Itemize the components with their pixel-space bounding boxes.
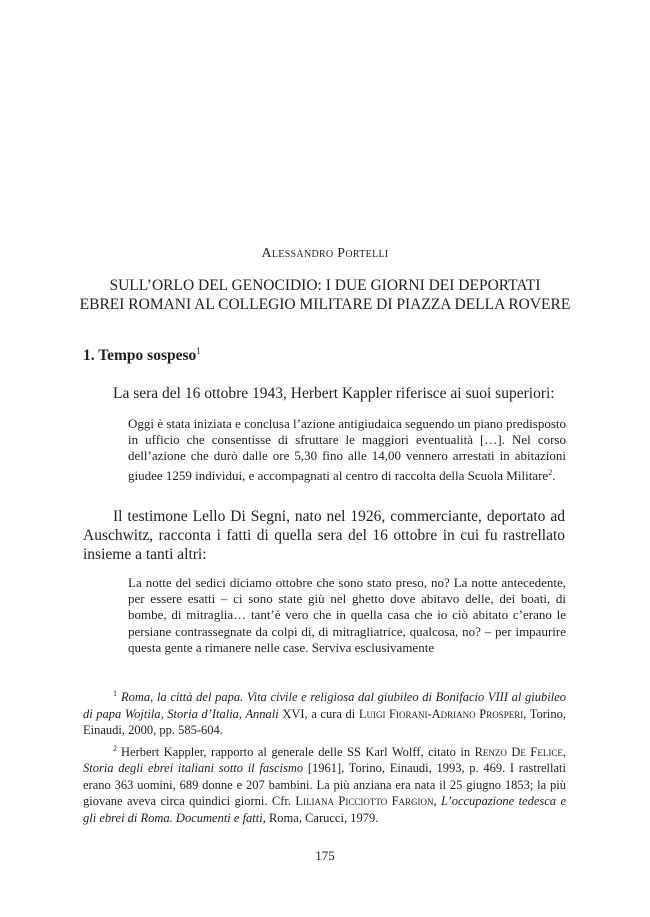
block-quote-2: La notte del sedici diciamo ottobre che sono stato preso, no? La notte antecedente, per essere esatti – ci sono state giù nel ghetto dove abitavo delle, dei boati, di bombe, di mitraglia… tant’è vero che in quella casa che io ciò abitato c’erano le persiane contrassegnate da colpi di, di mitragliatrice, qualcosa, no? – per impaurire questa gente a rimanere nelle case. Serviva esclusivamente: [128, 575, 566, 655]
footnote-ref-1: 1: [196, 346, 201, 356]
body-paragraph-1: La sera del 16 ottobre 1943, Herbert Kappler riferisce ai suoi superiori:: [113, 385, 555, 402]
footnote-2-part-e: , Roma, Carucci, 1979.: [262, 810, 379, 825]
quote-1-end: .: [552, 467, 556, 483]
footnote-1-editors: Luigi Fiorani-Adriano Prosperi: [358, 706, 524, 721]
footnote-1-mid: XVI, a cura di: [278, 706, 359, 721]
footnote-2-author: Renzo De Felice: [474, 744, 563, 759]
footnotes: [83, 686, 566, 828]
footnote-2-part-d: ,: [433, 794, 442, 808]
footnote-ref-2: 2: [548, 467, 553, 477]
quote-1-text: Oggi è stata iniziata e conclusa l’azione antigiudaica seguendo un piano predisposto in ufficio che consentisse di sfruttare le maggiori eventualità […]. Nel corso dell’azione che durò dalle ore 5,30 fino alle 14,00 vennero arrestati in abitazioni giudee 1259 individui, e accompagnati al centro di raccolta della Scuola Militare: [128, 416, 566, 483]
title-line-2: EBREI ROMANI AL COLLEGIO MILITARE DI PIAZZA DELLA ROVERE: [79, 296, 571, 313]
footnote-1: [83, 686, 566, 739]
title-line-1: SULL’ORLO DEL GENOCIDIO: I DUE GIORNI DEI DEPORTATI: [109, 277, 541, 294]
footnote-2-title-2: L’occupazione tedesca e gli ebrei di Roma. Documenti e fatti: [83, 794, 566, 825]
footnote-2-part-c: [1961], Torino, Einaudi, 1993, p. 469. I rastrellati erano 363 uomini, 689 donne e 207 bambini. La più anziana era nata il 25 giugno 1853; la più giovane aveva circa quindici giorni. Cfr.: [83, 761, 566, 808]
footnote-2-part-b: ,: [562, 744, 566, 759]
footnote-1-end: , Torino, Einaudi, 2000, pp. 585-604.: [83, 706, 566, 737]
footnote-2-part-a: Herbert Kappler, rapporto al generale delle SS Karl Wolff, citato in: [121, 744, 475, 759]
footnote-2-number: 2: [113, 743, 117, 753]
body-paragraph-2: Il testimone Lello Di Segni, nato nel 1926, commerciante, deportato ad Auschwitz, racconta i fatti di quella sera del 16 ottobre in cui fu rastrellato insieme a tanti altri:: [83, 508, 565, 563]
footnote-2-title: Storia degli ebrei italiani sotto il fascismo: [83, 761, 304, 775]
footnote-1-title: Roma, la città del papa. Vita civile e religiosa dal giubileo di Bonifacio VIII al giubileo di papa Wojtila: [83, 690, 566, 721]
section-heading: [83, 346, 201, 365]
block-quote-1: [128, 416, 566, 484]
footnote-1-sep: ,: [160, 706, 168, 721]
footnote-2: [83, 741, 566, 827]
page-number: 175: [315, 848, 335, 863]
footnote-2-author-2: Liliana Picciotto Fargion: [295, 794, 434, 808]
article-title: [60, 276, 590, 314]
footnote-1-series: Storia d’Italia, Annali: [167, 706, 279, 721]
footnote-1-number: 1: [113, 689, 117, 698]
author-name: Alessandro Portelli: [261, 246, 389, 261]
section-heading-text: 1. Tempo sospeso: [83, 347, 197, 364]
